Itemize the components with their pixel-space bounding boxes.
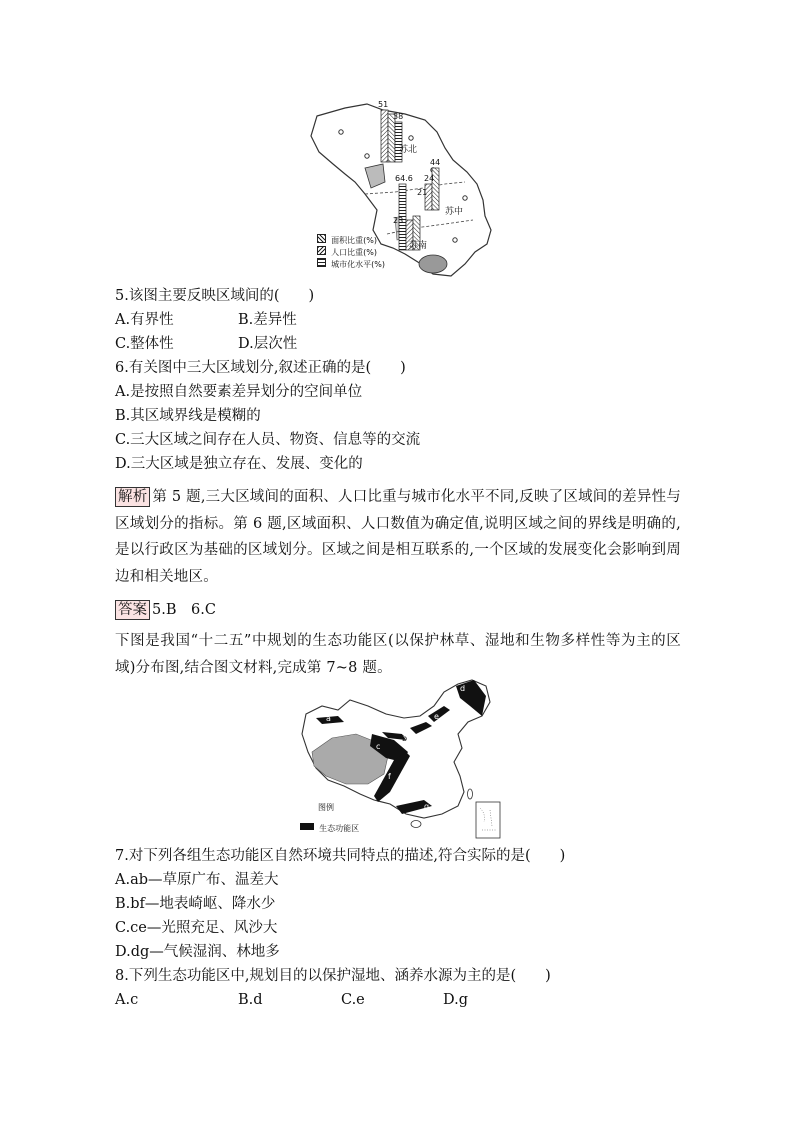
q5-stem: 5.该图主要反映区域间的( ) <box>115 288 315 304</box>
q6-option-a: A.是按照自然要素差异划分的空间单位 <box>115 384 363 400</box>
analysis-block <box>115 484 681 590</box>
region-label-south: 苏南 <box>409 241 428 251</box>
q5-option-d: D.层次性 <box>238 336 298 352</box>
intro-text: 下图是我国“十二五”中规划的生态功能区(以保护林草、湿地和生物多样性等为主的区域)分布图,结合图文材料,完成第 7~8 题。 <box>115 633 681 676</box>
bar-label: 44 <box>430 158 441 167</box>
zone-label-b: b <box>402 734 408 743</box>
analysis-tag: 解析 <box>115 487 150 507</box>
bar-label: 21 <box>417 188 428 197</box>
zone-label-g: g <box>424 802 430 811</box>
jiangsu-map <box>305 98 497 280</box>
map-legend <box>317 228 385 269</box>
zone-label-d: d <box>460 684 466 693</box>
bar-label: 38 <box>393 112 404 121</box>
china-eco-map <box>298 676 504 842</box>
bar-label: 23 <box>393 216 404 225</box>
q6-option-d: D.三大区域是独立存在、发展、变化的 <box>115 456 363 472</box>
q8-option-d: D.g <box>443 992 468 1008</box>
q7-option-a: A.ab—草原广布、温差大 <box>115 872 279 888</box>
zone-label-c: c <box>376 742 381 751</box>
zone-label-a: a <box>326 714 331 723</box>
eco-map-legend <box>300 802 359 835</box>
legend-area: 面积比重(%) <box>331 236 377 245</box>
q7-option-c: C.ce—光照充足、风沙大 <box>115 920 278 936</box>
q6-stem: 6.有关图中三大区域划分,叙述正确的是( ) <box>115 360 406 376</box>
answer-tag: 答案 <box>115 600 150 620</box>
answer-text: 5.B 6.C <box>152 602 216 618</box>
analysis-text: 第 5 题,三大区域间的面积、人口比重与城市化水平不同,反映了区域间的差异性与区域划分的指标。第 6 题,区域面积、人口数值为确定值,说明区域之间的界线是明确的,是以行政区为基础的区域划分。区域之间是相互联系的,一个区域的发展变化会影响到周边和相关地区。 <box>115 489 681 585</box>
zone-label-e: e <box>434 712 439 721</box>
q6-option-c: C.三大区域之间存在人员、物资、信息等的交流 <box>115 432 421 448</box>
q8-stem: 8.下列生态功能区中,规划目的以保护湿地、涵养水源为主的是( ) <box>115 968 551 984</box>
q8-option-c: C.e <box>341 992 365 1008</box>
legend-eco-zone: 生态功能区 <box>319 824 360 833</box>
q5-option-b: B.差异性 <box>238 312 297 328</box>
legend-population: 人口比重(%) <box>331 248 377 257</box>
q5-option-c: C.整体性 <box>115 336 174 352</box>
legend-urbanization: 城市化水平(%) <box>331 260 385 269</box>
region-label-north: 苏北 <box>399 145 418 155</box>
bar-label: 64.6 <box>395 174 413 183</box>
legend-title: 图例 <box>318 803 334 812</box>
q7-option-b: B.bf—地表崎岖、降水少 <box>115 896 276 912</box>
bar-label: 51 <box>378 100 389 109</box>
q8-option-b: B.d <box>238 992 263 1008</box>
q6-option-b: B.其区域界线是模糊的 <box>115 408 261 424</box>
q5-option-a: A.有界性 <box>115 312 174 328</box>
zone-label-f: f <box>388 772 391 781</box>
q8-option-a: A.c <box>115 992 139 1008</box>
region-label-middle: 苏中 <box>445 207 464 217</box>
answer-block <box>115 600 216 620</box>
q7-option-d: D.dg—气候湿润、林地多 <box>115 944 280 960</box>
q7-stem: 7.对下列各组生态功能区自然环境共同特点的描述,符合实际的是( ) <box>115 848 566 864</box>
bar-label: 24 <box>424 174 435 183</box>
